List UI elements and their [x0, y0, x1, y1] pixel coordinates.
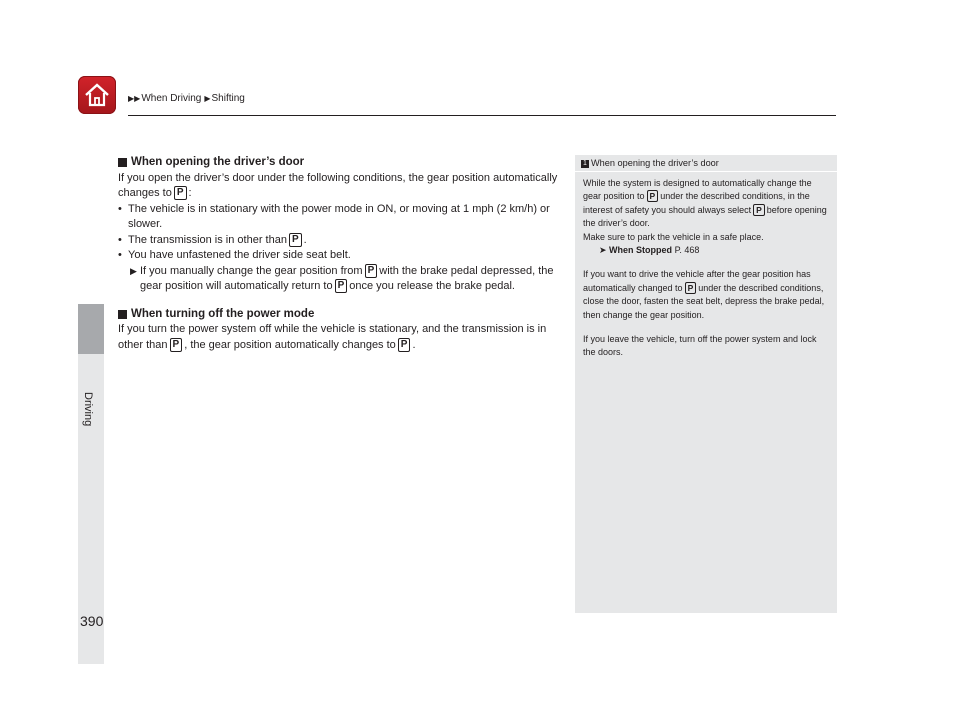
park-key-icon: P [685, 282, 697, 294]
arrow-icon: ▶ [130, 265, 137, 276]
note-heading: 1 When opening the driver’s door [575, 155, 837, 172]
sub-item: ▶ If you manually change the gear position from P with the brake pedal depressed, the gear position will automatically return to P once you release the brake pedal. [130, 264, 554, 292]
section-heading: When opening the driver’s door [118, 155, 558, 171]
park-key-icon: P [335, 279, 348, 293]
side-tab-label: Driving [82, 392, 94, 427]
page-reference-link[interactable]: ➤ When Stopped P. 468 [599, 245, 700, 256]
header-divider [128, 115, 836, 116]
park-key-icon: P [174, 186, 187, 200]
section-heading: When turning off the power mode [118, 307, 558, 323]
main-content [118, 155, 558, 353]
breadcrumb-arrow-icon: ▶ [204, 94, 211, 103]
home-button[interactable] [78, 76, 116, 114]
park-key-icon: P [647, 190, 659, 202]
paragraph: If you turn the power system off while the vehicle is stationary, and the transmission is in other than P , the gear position automatically changes to P . [118, 323, 547, 351]
bullet-item: • You have unfastened the driver side seat belt. [118, 248, 558, 264]
park-key-icon: P [753, 204, 765, 216]
side-note [575, 155, 837, 613]
side-tab-marker [78, 304, 104, 354]
reference-arrow-icon: ➤ [599, 245, 610, 256]
park-key-icon: P [289, 233, 302, 247]
breadcrumb-item[interactable]: Shifting [211, 93, 245, 104]
breadcrumb-arrow-icon: ▶▶ [128, 94, 141, 103]
note-paragraph: If you leave the vehicle, turn off the power system and lock the doors. [583, 334, 817, 358]
park-key-icon: P [398, 338, 411, 352]
park-key-icon: P [170, 338, 183, 352]
breadcrumb [128, 93, 248, 104]
note-icon: 1 [581, 160, 589, 168]
square-bullet-icon [118, 158, 127, 167]
park-key-icon: P [365, 264, 378, 278]
home-icon [82, 80, 112, 110]
bullet-item: • The transmission is in other than P . [118, 233, 558, 249]
breadcrumb-item[interactable]: When Driving [141, 93, 202, 104]
note-paragraph: While the system is designed to automatically change the gear position to P under the described conditions, in the interest of safety you should always select P before opening the driver’s door. [583, 178, 827, 229]
note-paragraph: Make sure to park the vehicle in a safe place. [583, 231, 764, 242]
note-paragraph: If you want to drive the vehicle after the gear position has automatically changed to P under the described conditions, close the door, fasten the seat belt, depress the brake pedal, then change the gear position. [583, 269, 825, 320]
bullet-item: • The vehicle is in stationary with the power mode in ON, or moving at 1 mph (2 km/h) or slower. [118, 202, 558, 233]
page-number: 390 [80, 613, 104, 629]
square-bullet-icon [118, 310, 127, 319]
paragraph: If you open the driver’s door under the following conditions, the gear position automatically changes to P : [118, 171, 558, 199]
